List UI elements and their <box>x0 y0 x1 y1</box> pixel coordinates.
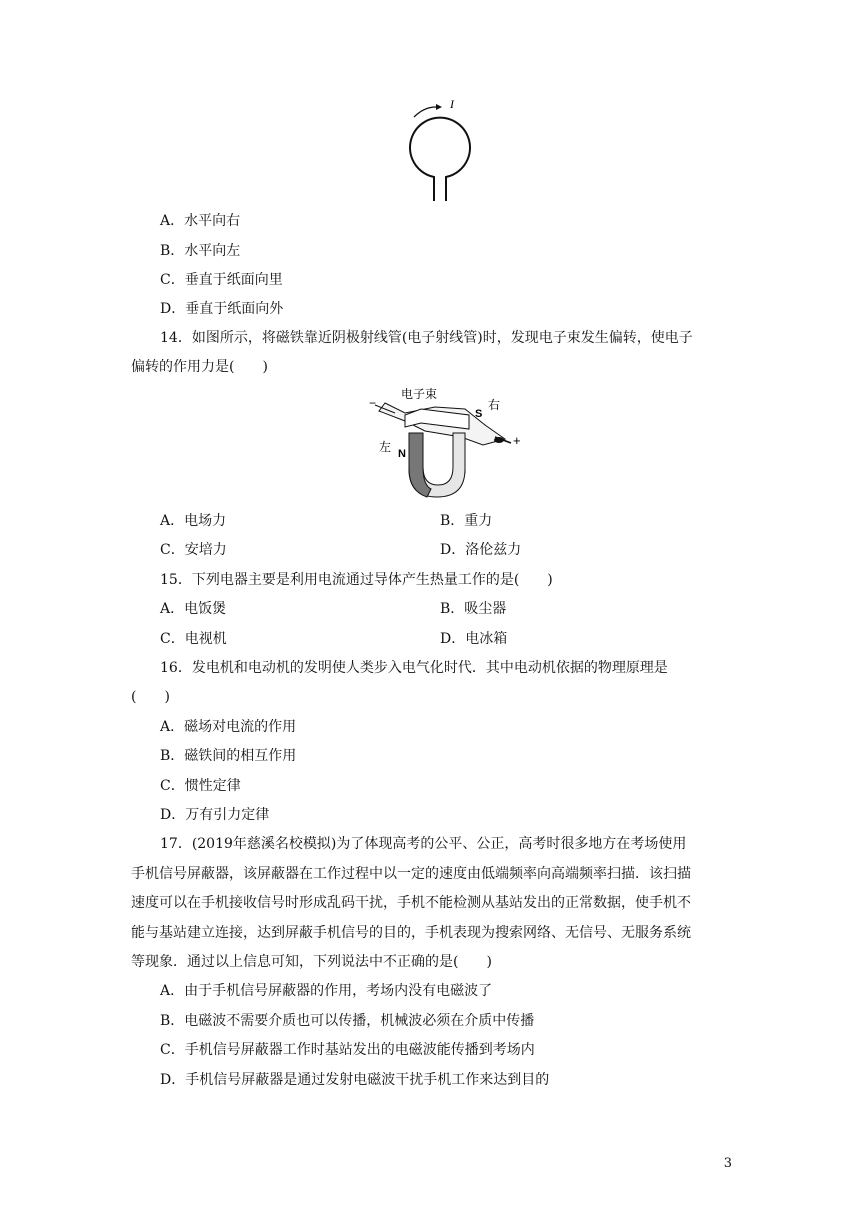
q17-option-a: A．由于手机信号屏蔽器的作用，考场内没有电磁波了 <box>160 983 493 999</box>
q17-stem-line3: 速度可以在手机接收信号时形成乱码干扰，手机不能检测从基站发出的正常数据，使手机不 <box>131 895 691 911</box>
beam-label: 电子束 <box>401 387 438 401</box>
page-number: 3 <box>723 1156 732 1171</box>
q16-stem-line1: 16．发电机和电动机的发明使人类步入电气化时代．其中电动机依据的物理原理是 <box>160 660 668 676</box>
q16-stem-line2: ( ) <box>131 689 170 705</box>
q15-stem: 15．下列电器主要是利用电流通过导体产生热量工作的是( ) <box>160 572 553 588</box>
q16-option-a: A．磁场对电流的作用 <box>160 719 297 735</box>
s-pole-label: S <box>475 408 483 420</box>
q15-option-b: B．吸尘器 <box>440 601 507 617</box>
q17-stem-line5: 等现象．通过以上信息可知，下列说法中不正确的是( ) <box>131 954 492 970</box>
q17-stem-line2: 手机信号屏蔽器，该屏蔽器在工作过程中以一定的速度由低端频率向高端频率扫描．该扫描 <box>131 866 691 882</box>
q13-option-a: A．水平向右 <box>160 213 241 229</box>
cathode-ray-tube-figure <box>365 385 530 503</box>
q16-option-d: D．万有引力定律 <box>160 807 270 823</box>
q14-stem-line2: 偏转的作用力是( ) <box>131 359 268 375</box>
left-label: 左 <box>379 440 392 454</box>
current-loop-figure <box>400 95 480 205</box>
q17-option-b: B．电磁波不需要介质也可以传播，机械波必须在介质中传播 <box>160 1013 535 1029</box>
loop-wire <box>410 118 470 201</box>
anode-cap <box>494 437 504 443</box>
q17-stem-line1: 17．(2019年慈溪名校模拟)为了体现高考的公平、公正，高考时很多地方在考场使用 <box>160 836 687 852</box>
q13-option-b: B．水平向左 <box>160 243 241 259</box>
plus-sign: + <box>513 433 521 448</box>
q14-option-d: D．洛伦兹力 <box>440 542 522 558</box>
q13-option-c: C．垂直于纸面向里 <box>160 272 283 288</box>
right-label: 右 <box>488 398 501 412</box>
minus-sign: − <box>369 396 377 410</box>
q15-option-c: C．电视机 <box>160 631 227 647</box>
q17-stem-line4: 能与基站建立连接，达到屏蔽手机信号的目的，手机表现为搜索网络、无信号、无服务系统 <box>131 925 691 941</box>
arrow-head-icon <box>436 104 442 110</box>
q16-option-c: C．惯性定律 <box>160 778 241 794</box>
n-pole-label: N <box>398 448 406 460</box>
current-label: I <box>450 97 454 111</box>
q16-option-b: B．磁铁间的相互作用 <box>160 748 297 764</box>
q14-option-a: A．电场力 <box>160 513 227 529</box>
q14-stem-line1: 14．如图所示，将磁铁靠近阴极射线管(电子射线管)时，发现电子束发生偏转，使电子 <box>160 330 693 346</box>
q15-option-d: D．电冰箱 <box>440 631 508 647</box>
q13-option-d: D．垂直于纸面向外 <box>160 301 284 317</box>
q15-option-a: A．电饭煲 <box>160 601 227 617</box>
magnet-n-arm <box>409 433 431 497</box>
q14-option-b: B．重力 <box>440 513 493 529</box>
q14-option-c: C．安培力 <box>160 542 227 558</box>
q17-option-c: C．手机信号屏蔽器工作时基站发出的电磁波能传播到考场内 <box>160 1042 535 1058</box>
q17-option-d: D．手机信号屏蔽器是通过发射电磁波干扰手机工作来达到目的 <box>160 1072 550 1088</box>
